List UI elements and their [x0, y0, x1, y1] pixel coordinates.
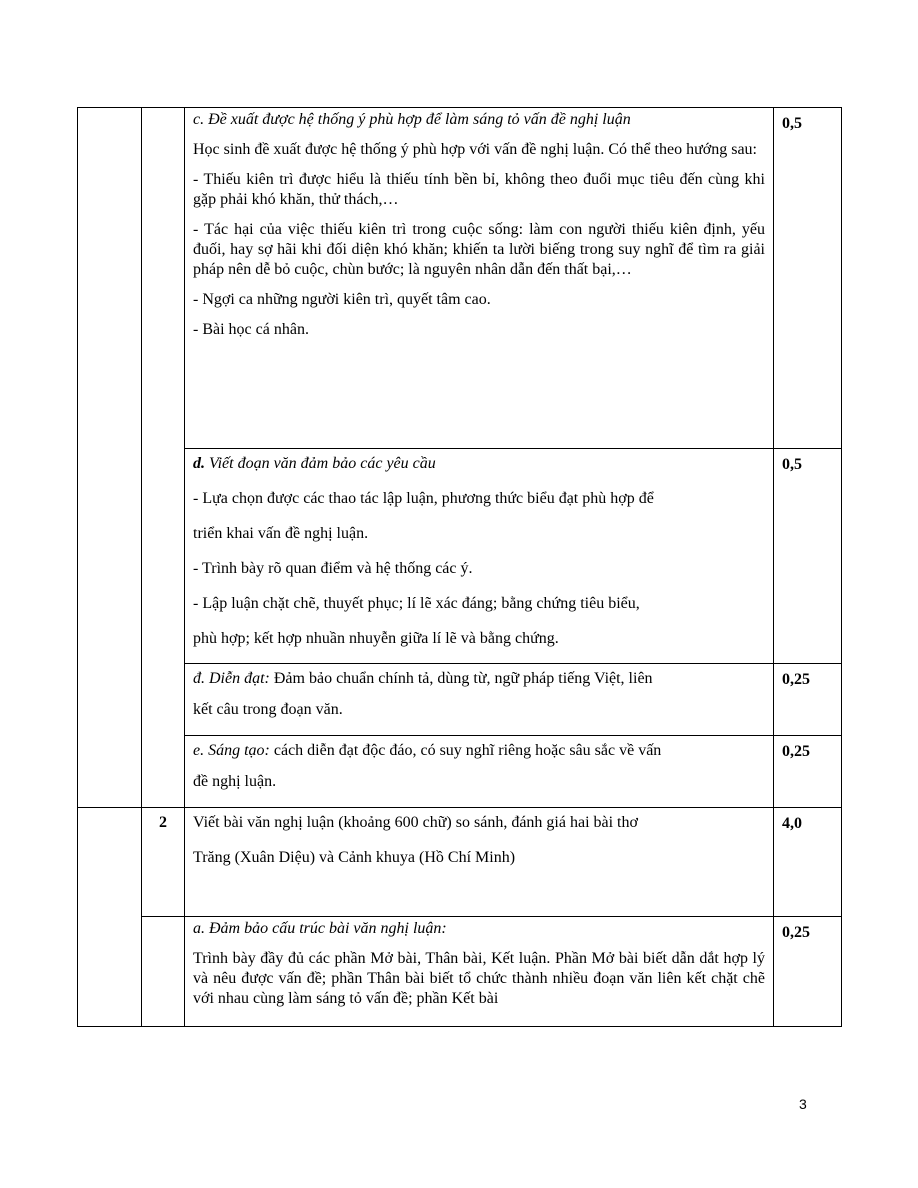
score-cell-question-2 — [774, 808, 842, 917]
table-row-a — [78, 917, 842, 1027]
criterion-label-dd: đ. Diễn đạt: — [193, 670, 270, 687]
question-line: Trăng (Xuân Diệu) và Cảnh khuya (Hồ Chí Minh) — [193, 849, 516, 866]
score-value: 0,5 — [782, 456, 802, 473]
criterion-letter-d: d. — [193, 455, 205, 472]
score-value: 4,0 — [782, 815, 802, 832]
page-number: 3 — [799, 1096, 807, 1112]
criterion-paragraph: - Ngợi ca những người kiên trì, quyết tâm cao. — [193, 291, 491, 308]
criterion-text-dd: Đảm bảo chuẩn chính tả, dùng từ, ngữ pháp tiếng Việt, liên — [269, 670, 653, 687]
score-cell-e — [774, 736, 842, 808]
score-cell-dd — [774, 664, 842, 736]
criterion-line: triển khai vấn đề nghị luận. — [193, 525, 369, 542]
score-value: 0,25 — [782, 671, 810, 688]
table-row-d — [78, 449, 842, 664]
table-row-question-2 — [78, 808, 842, 917]
question-number: 2 — [159, 814, 167, 831]
section-cell — [78, 808, 142, 1027]
score-cell-d — [774, 449, 842, 664]
criterion-cell-e — [185, 736, 774, 808]
criterion-label-e: e. Sáng tạo: — [193, 742, 270, 759]
score-value: 0,5 — [782, 115, 802, 132]
score-value: 0,25 — [782, 924, 810, 941]
criterion-line: đề nghị luận. — [193, 773, 277, 790]
criterion-title-d: Viết đoạn văn đảm bảo các yêu cầu — [205, 455, 436, 472]
section-cell — [78, 108, 142, 808]
criterion-paragraph: - Thiếu kiên trì được hiểu là thiếu tính bền bỉ, không theo đuổi mục tiêu đến cùng khi gặp phải khó khăn, thử thách,… — [193, 171, 765, 208]
score-value: 0,25 — [782, 743, 810, 760]
criterion-cell-a — [185, 917, 774, 1027]
criterion-cell-c — [185, 108, 774, 449]
criterion-paragraph: - Bài học cá nhân. — [193, 321, 309, 338]
criterion-cell-dd — [185, 664, 774, 736]
criterion-paragraph: Trình bày đầy đủ các phần Mở bài, Thân bài, Kết luận. Phần Mở bài biết dẫn dắt hợp lý và nêu được vấn đề; phần Thân bài biết tổ chức thành nhiều đoạn văn liên kết chặt chẽ với nhau cùng làm sáng tỏ vấn đề; phần Kết bài — [193, 950, 765, 1007]
question-number-cell — [142, 917, 185, 1027]
grading-table — [77, 107, 842, 1027]
criterion-paragraph: Học sinh đề xuất được hệ thống ý phù hợp với vấn đề nghị luận. Có thể theo hướng sau: — [193, 141, 757, 158]
table-row-c — [78, 108, 842, 449]
table-row-e — [78, 736, 842, 808]
criterion-title-c: c. Đề xuất được hệ thống ý phù hợp để làm sáng tỏ vấn đề nghị luận — [193, 111, 631, 128]
criterion-cell-d — [185, 449, 774, 664]
criterion-line: phù hợp; kết hợp nhuần nhuyễn giữa lí lẽ và bằng chứng. — [193, 630, 559, 647]
criterion-line: kết câu trong đoạn văn. — [193, 701, 343, 718]
criterion-line: - Trình bày rõ quan điểm và hệ thống các ý. — [193, 560, 473, 577]
criterion-text-e: cách diễn đạt độc đáo, có suy nghĩ riêng hoặc sâu sắc về vấn — [269, 742, 662, 759]
criterion-line: - Lập luận chặt chẽ, thuyết phục; lí lẽ xác đáng; bằng chứng tiêu biểu, — [193, 595, 640, 612]
score-cell-a — [774, 917, 842, 1027]
score-cell-c — [774, 108, 842, 449]
criterion-title-a: a. Đảm bảo cấu trúc bài văn nghị luận: — [193, 920, 447, 937]
criterion-paragraph: - Tác hại của việc thiếu kiên trì trong cuộc sống: làm con người thiếu kiên định, yếu đuối, hay sợ hãi khi đối diện khó khăn; khiến ta lười biếng trong suy nghĩ để tìm ra giải pháp nên dễ bỏ cuộc, chùn bước; là nguyên nhân dẫn đến thất bại,… — [193, 221, 765, 278]
question-cell — [185, 808, 774, 917]
question-number-cell — [142, 808, 185, 917]
question-number-cell — [142, 108, 185, 808]
question-line: Viết bài văn nghị luận (khoảng 600 chữ) so sánh, đánh giá hai bài thơ — [193, 814, 638, 831]
criterion-line: - Lựa chọn được các thao tác lập luận, phương thức biểu đạt phù hợp để — [193, 490, 654, 507]
table-row-dd — [78, 664, 842, 736]
